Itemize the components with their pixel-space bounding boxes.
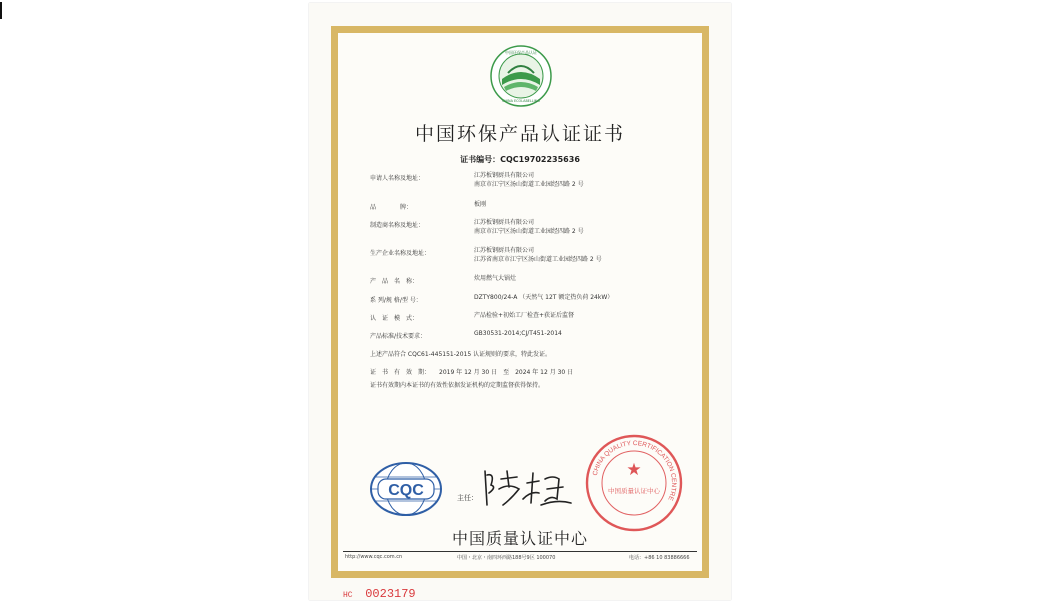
official-seal xyxy=(584,433,684,533)
field-label-cert-mode: 认 证 模 式： xyxy=(370,315,419,322)
footer-phone: 电话：+86 10 83886666 xyxy=(629,555,690,561)
validity-period: 证 书 有 效 期： 2019 年 12 月 30 日 至 2024 年 12 月 30 日 xyxy=(370,369,574,376)
eco-label-logo xyxy=(490,45,552,107)
eco-logo-bottom-text: CHINA ECOLABELLING xyxy=(502,99,540,103)
conformity-statement: 上述产品符合 CQC61-445151-2015 认证规则的要求，特此发证。 xyxy=(370,351,552,358)
footer-address: 中国・北京・南四环西路188号9区 100070 xyxy=(457,555,556,561)
field-value-model: DZTY800/24-A （天然气 12T 额定热负荷 24kW） xyxy=(474,294,614,301)
footer-url: http://www.cqc.com.cn xyxy=(345,554,403,560)
field-label-brand: 品 牌： xyxy=(370,204,413,211)
field-value-brand: 板刚 xyxy=(474,201,487,208)
field-value-standard: GB30531-2014;CJ/T451-2014 xyxy=(474,330,562,337)
director-label: 主任： xyxy=(457,494,478,502)
cqc-logo xyxy=(369,460,443,518)
field-value-manufacturer-name: 江苏板钢厨具有限公司 xyxy=(474,219,535,226)
serial-digits: 0023179 xyxy=(365,587,416,601)
field-value-product: 炊用燃气大锅灶 xyxy=(474,275,517,282)
issuing-authority: 中国质量认证中心 xyxy=(451,529,588,548)
field-value-cert-mode: 产品检验+初始工厂检查+获证后监督 xyxy=(474,312,575,319)
eco-logo-top-text: 中国环保产品认证 xyxy=(505,50,537,55)
field-value-applicant-address: 南京市江宁区汤山街道工业园经四路 2 号 xyxy=(474,181,584,188)
field-value-factory-address: 江苏省南京市江宁区汤山街道工业园经四路 2 号 xyxy=(474,256,602,263)
certificate-number: 证书编号：CQC19702235636 xyxy=(460,155,580,164)
cqc-logo-text: CQC xyxy=(388,482,424,499)
certificate-title: 中国环保产品认证证书 xyxy=(414,123,625,145)
field-value-factory-name: 江苏板钢厨具有限公司 xyxy=(474,247,535,254)
field-label-standard: 产品标准/技术要求： xyxy=(370,333,427,340)
field-label-applicant: 申请人名称及地址： xyxy=(370,175,425,182)
seal-inner-text: 中国质量认证中心 xyxy=(608,487,660,495)
field-value-applicant-name: 江苏板钢厨具有限公司 xyxy=(474,172,535,179)
serial-number xyxy=(343,584,416,602)
certificate-page xyxy=(309,3,731,600)
field-label-manufacturer: 制造商名称及地址： xyxy=(370,222,425,229)
serial-prefix: HC xyxy=(343,591,353,600)
field-label-model: 系 列/规 格/型 号： xyxy=(370,297,422,304)
director-signature xyxy=(477,465,575,511)
footer-divider xyxy=(343,551,697,552)
validity-note: 证书有效期内本证书的有效性依据发证机构的定期监督获得保持。 xyxy=(370,382,545,389)
text-cursor xyxy=(0,2,2,19)
field-value-manufacturer-address: 南京市江宁区汤山街道工业园经四路 2 号 xyxy=(474,228,584,235)
field-label-product: 产 品 名 称： xyxy=(370,278,419,285)
field-label-factory: 生产企业名称及地址： xyxy=(370,250,431,257)
seal-outer-text: CHINA QUALITY CERTIFICATION CENTRE xyxy=(591,439,678,502)
svg-text:★: ★ xyxy=(626,460,642,480)
